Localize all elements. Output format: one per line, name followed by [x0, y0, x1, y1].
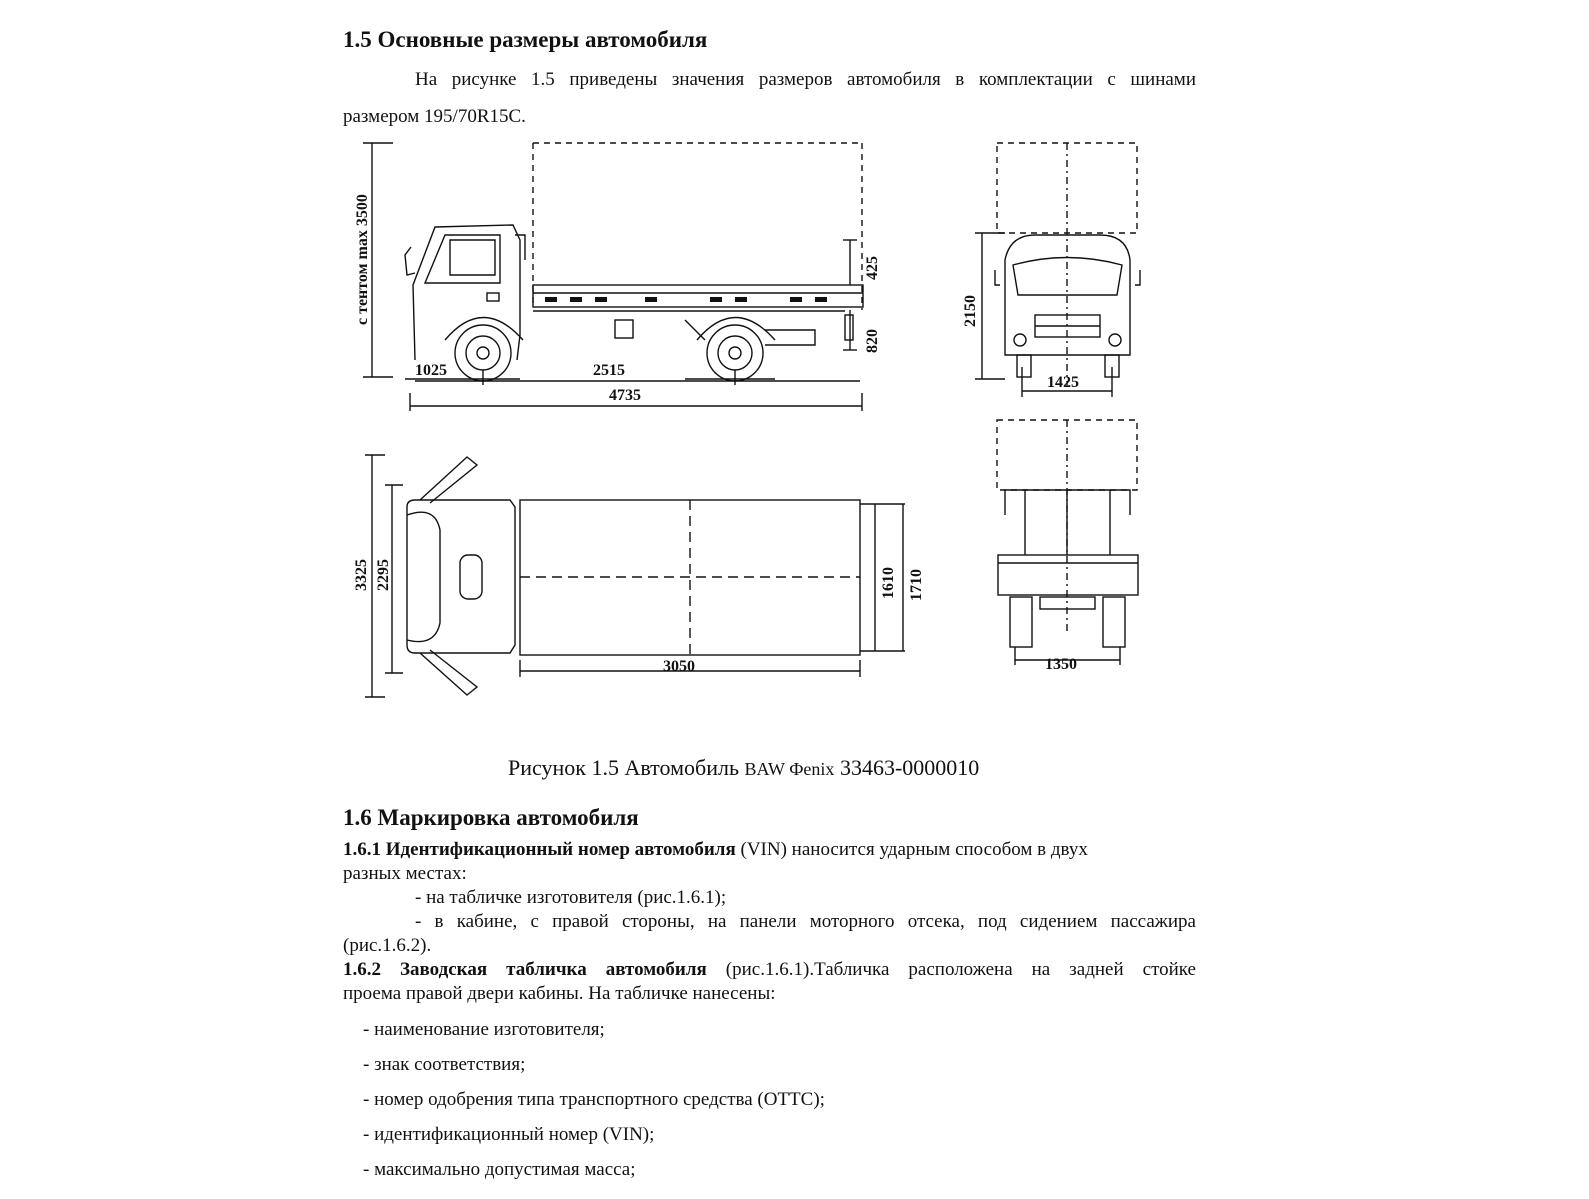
caption-prefix: Рисунок 1.5 Автомобиль — [508, 755, 745, 780]
intro-paragraph-line2: размером 195/70R15C. — [343, 106, 526, 127]
rear-view — [997, 420, 1138, 665]
dim-front-track: 1425 — [1047, 374, 1079, 391]
dim-rear-track: 1350 — [1045, 656, 1077, 673]
top-view — [365, 455, 905, 697]
dim-frame-height: 820 — [864, 329, 881, 353]
dim-width-doors: 2295 — [375, 559, 392, 591]
vehicle-dimensions-drawing — [345, 135, 1175, 720]
paragraph-1-6-2-line1 — [343, 958, 1196, 982]
section-heading-1-5: 1.5 Основные размеры автомобиля — [343, 27, 708, 52]
caption-code: 33463-0000010 — [834, 755, 980, 780]
paragraph-1-6-2-text: (рис.1.6.1).Табличка расположена на задней стойке — [706, 959, 1196, 980]
side-height-label: с тентом max 3500 — [354, 194, 371, 325]
dim-tent-top: 425 — [864, 256, 881, 280]
dim-body-outer-width: 1710 — [908, 569, 925, 601]
paragraph-1-6-1-line2: разных местах: — [343, 863, 467, 884]
list-item: - знак соответствия; — [363, 1054, 526, 1075]
list-item: - наименование изготовителя; — [363, 1019, 605, 1040]
paragraph-1-6-2-line2: проема правой двери кабины. На табличке нанесены: — [343, 983, 776, 1004]
paragraph-1-6-1-line1 — [343, 838, 1088, 862]
dim-front-height: 2150 — [962, 295, 979, 327]
intro-paragraph-line1: На рисунке 1.5 приведены значения размеров автомобиля в комплектации с шинами — [415, 69, 1196, 90]
paragraph-1-6-2-title: 1.6.2 Заводская табличка автомобиля — [343, 959, 707, 980]
dim-body-length: 3050 — [663, 658, 695, 675]
vin-location-bullet-1: - на табличке изготовителя (рис.1.6.1); — [415, 887, 727, 908]
paragraph-1-6-1-title: 1.6.1 Идентификационный номер автомобиля — [343, 839, 736, 860]
dim-width-mirrors: 3325 — [353, 559, 370, 591]
vin-location-bullet-2-line2: (рис.1.6.2). — [343, 935, 432, 956]
list-item: - максимально допустимая масса; — [363, 1159, 636, 1180]
list-item: - идентификационный номер (VIN); — [363, 1124, 655, 1145]
dim-overall-length: 4735 — [609, 387, 641, 404]
caption-model: BAW Фenix — [744, 759, 835, 779]
section-heading-1-6: 1.6 Маркировка автомобиля — [343, 805, 639, 830]
dim-wheelbase: 2515 — [593, 362, 625, 379]
front-view — [975, 143, 1140, 397]
dim-front-overhang: 1025 — [415, 362, 447, 379]
vin-location-bullet-2-line1: - в кабине, с правой стороны, на панели моторного отсека, под сидением пассажира — [415, 911, 1196, 932]
figure-caption — [508, 755, 979, 781]
list-item: - номер одобрения типа транспортного средства (ОТТС); — [363, 1089, 825, 1110]
paragraph-1-6-1-text: (VIN) наносится ударным способом в двух — [735, 839, 1088, 860]
dim-body-inner-width: 1610 — [880, 567, 897, 599]
